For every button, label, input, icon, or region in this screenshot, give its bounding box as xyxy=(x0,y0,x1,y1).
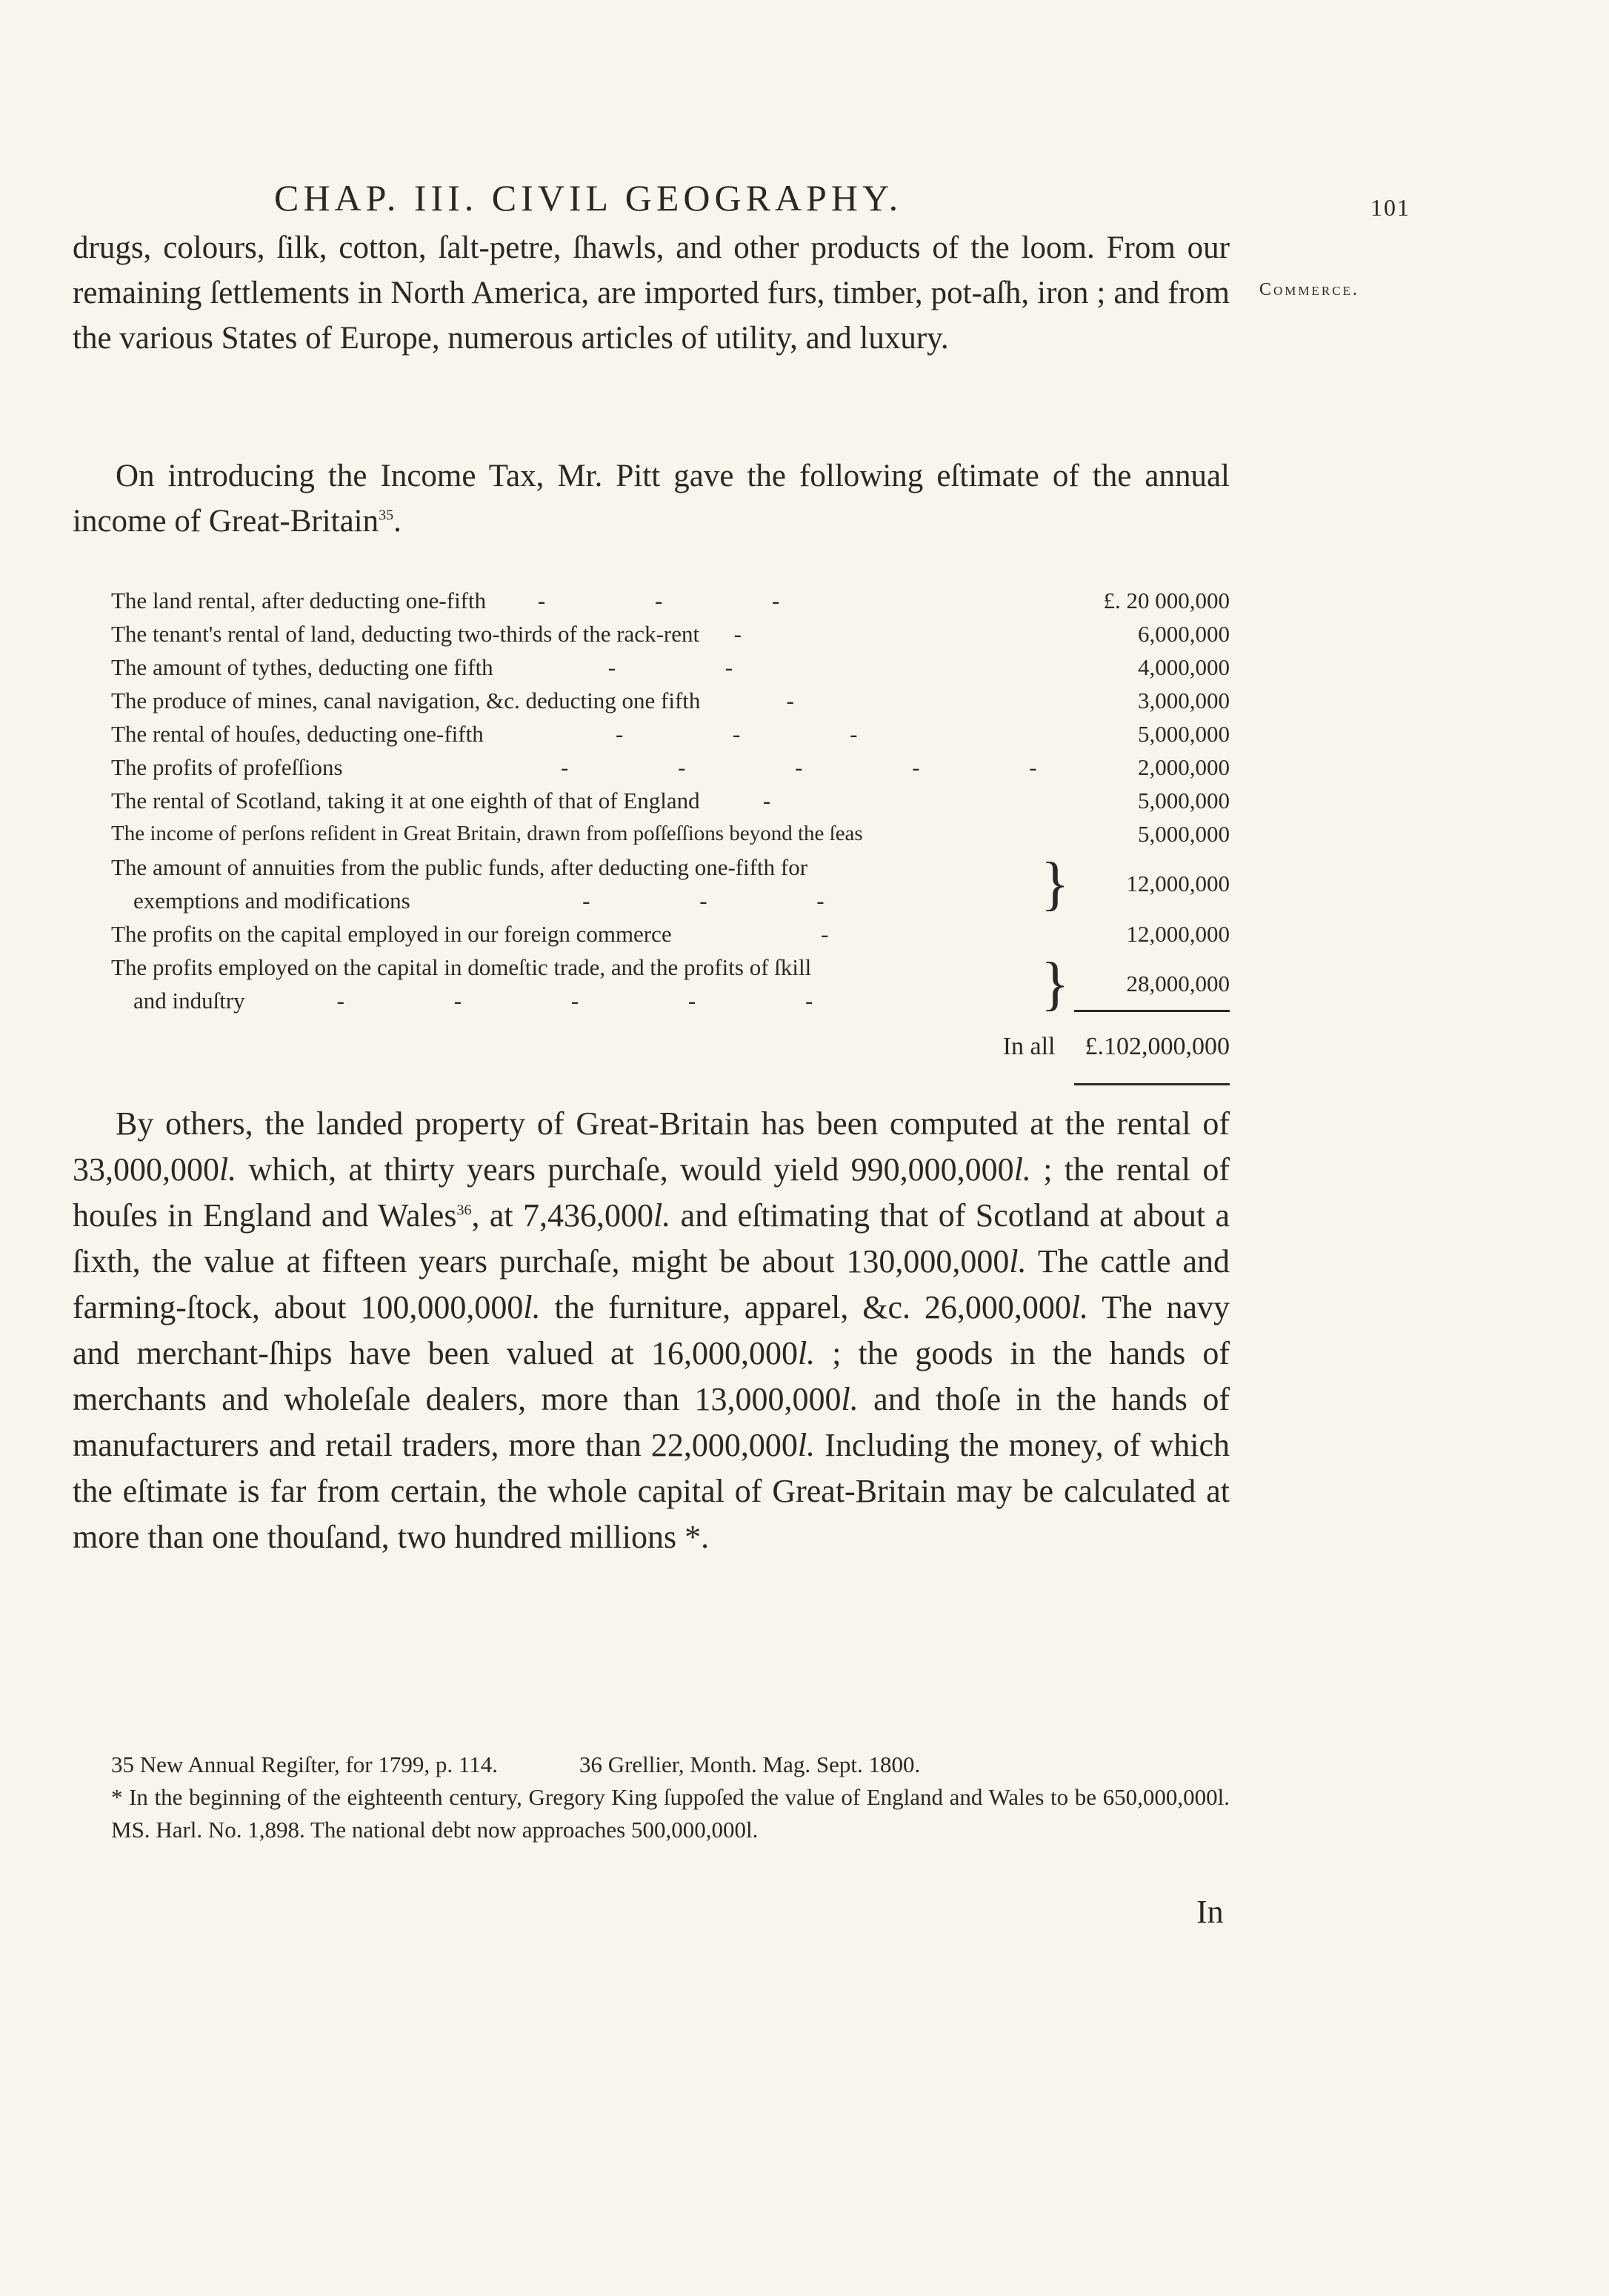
running-head: CHAP. III. CIVIL GEOGRAPHY. xyxy=(274,177,903,219)
catchword: In xyxy=(1196,1894,1224,1930)
row-value: £. 20 000,000 xyxy=(1103,588,1230,613)
paragraph-2-end: . xyxy=(393,504,402,539)
table-row xyxy=(111,584,1230,617)
table-row xyxy=(111,717,1230,751)
footnotes xyxy=(73,1748,1230,1846)
footnote-line xyxy=(73,1748,1230,1781)
row-label: The rental of houſes, deducting one-fifth - - - xyxy=(111,721,910,747)
table-row xyxy=(111,817,1230,851)
row-label: The profits on the capital employed in our foreign commerce - xyxy=(111,921,881,947)
rule-line xyxy=(1074,1083,1230,1085)
row-label: The tenant's rental of land, deducting two-thirds of the rack-rent - xyxy=(111,621,793,647)
income-table xyxy=(111,584,1230,1017)
paragraph-1: drugs, colours, ſilk, cotton, ſalt-petre, ſhawls, and other products of the loom. From our remaining ſettlements in North America, are imported furs, timber, pot-aſh, iron ; and from the various States of Europe, numerous articles of utility, and luxury. xyxy=(73,230,1230,356)
row-label: The amount of tythes, deducting one fifth - - xyxy=(111,654,785,680)
table-row xyxy=(111,684,1230,717)
row-label: The profits employed on the capital in domeſtic trade, and the profits of ſkill and induſtry - - - - - xyxy=(111,954,865,1014)
footnote-36: 36 Grellier, Month. Mag. Sept. 1800. xyxy=(579,1751,921,1777)
row-label: The amount of annuities from the public funds, after deducting one-fifth for exemptions and modifications - - - xyxy=(111,854,876,914)
row-value: 2,000,000 xyxy=(1138,754,1230,780)
footnote-star: * In the beginning of the eighteenth century, Gregory King ſuppoſed the value of England and Wales to be 650,000,000l. MS. Harl. No. 1,898. The national debt now approaches 500,000,000l. xyxy=(111,1784,1230,1843)
row-label: The produce of mines, canal navigation, &c. deducting one fifth - xyxy=(111,688,846,713)
total-label: In all xyxy=(1002,1033,1056,1060)
table-total xyxy=(889,1033,1230,1061)
total-value: £.102,000,000 xyxy=(1085,1033,1230,1060)
table-row xyxy=(111,784,1230,817)
row-value: 12,000,000 xyxy=(1126,921,1230,947)
table-row xyxy=(111,617,1230,650)
footnote-35: 35 New Annual Regiſter, for 1799, p. 114. xyxy=(111,1751,498,1777)
footnote-ref-36: 36 xyxy=(456,1202,472,1219)
page-number: 101 xyxy=(1370,194,1410,221)
table-row xyxy=(111,917,1230,951)
table-row xyxy=(111,751,1230,784)
table-row xyxy=(111,951,1230,1017)
row-value: 5,000,000 xyxy=(1138,821,1230,847)
paragraph-2 xyxy=(73,453,1230,544)
rule-line xyxy=(1074,1010,1230,1012)
paragraph-2-text: On introducing the Income Tax, Mr. Pitt gave the following eſtimate of the annual income of Great-Britain xyxy=(73,459,1230,539)
row-value: 28,000,000 xyxy=(1126,971,1230,996)
paragraph-3: By others, the landed property of Great-Britain has been computed at the rental of 33,000,000l. which, at thirty years purchaſe, would yield 990,000,000l. ; the rental of houſes in England and Wales$^{36}$, at 7,436,000l. and eſtimating that of Scotland at about a ſixth, the value at fifteen years purchaſe, might be about 130,000,000l. The cattle and farming-ſtock, about 100,000,000l. the furniture, apparel, &c. 26,000,000l. The navy and merchant-ſhips have been valued at 16,000,000l. ; the goods in the hands of merchants and wholeſale dealers, more than 13,000,000l. and thoſe in the hands of manufacturers and retail traders, more than 22,000,000l. Including the money, of which the eſtimate is far from certain, the whole capital of Great-Britain may be calculated at more than one thouſand, two hundred millions *. xyxy=(73,1105,1230,1555)
row-value: 3,000,000 xyxy=(1138,688,1230,713)
table-row xyxy=(111,650,1230,684)
row-label: The rental of Scotland, taking it at one eighth of that of England - xyxy=(111,788,823,813)
row-label: The income of perſons reſident in Great Britain, drawn from poſſeſſions beyond the ſeas xyxy=(111,822,863,845)
row-value: 5,000,000 xyxy=(1138,721,1230,747)
row-value: 5,000,000 xyxy=(1138,788,1230,813)
row-label: The land rental, after deducting one-fifth - - - xyxy=(111,588,832,613)
margin-note: Commerce. xyxy=(1259,280,1359,299)
brace: } xyxy=(1041,951,1070,1016)
row-label: The profits of profeſſions - - - - - xyxy=(111,754,1089,780)
row-value: 6,000,000 xyxy=(1138,621,1230,647)
table-row xyxy=(111,851,1230,917)
row-value: 4,000,000 xyxy=(1138,654,1230,680)
footnote-ref-35: 35 xyxy=(379,507,394,524)
brace: } xyxy=(1041,851,1070,916)
row-value: 12,000,000 xyxy=(1126,871,1230,896)
